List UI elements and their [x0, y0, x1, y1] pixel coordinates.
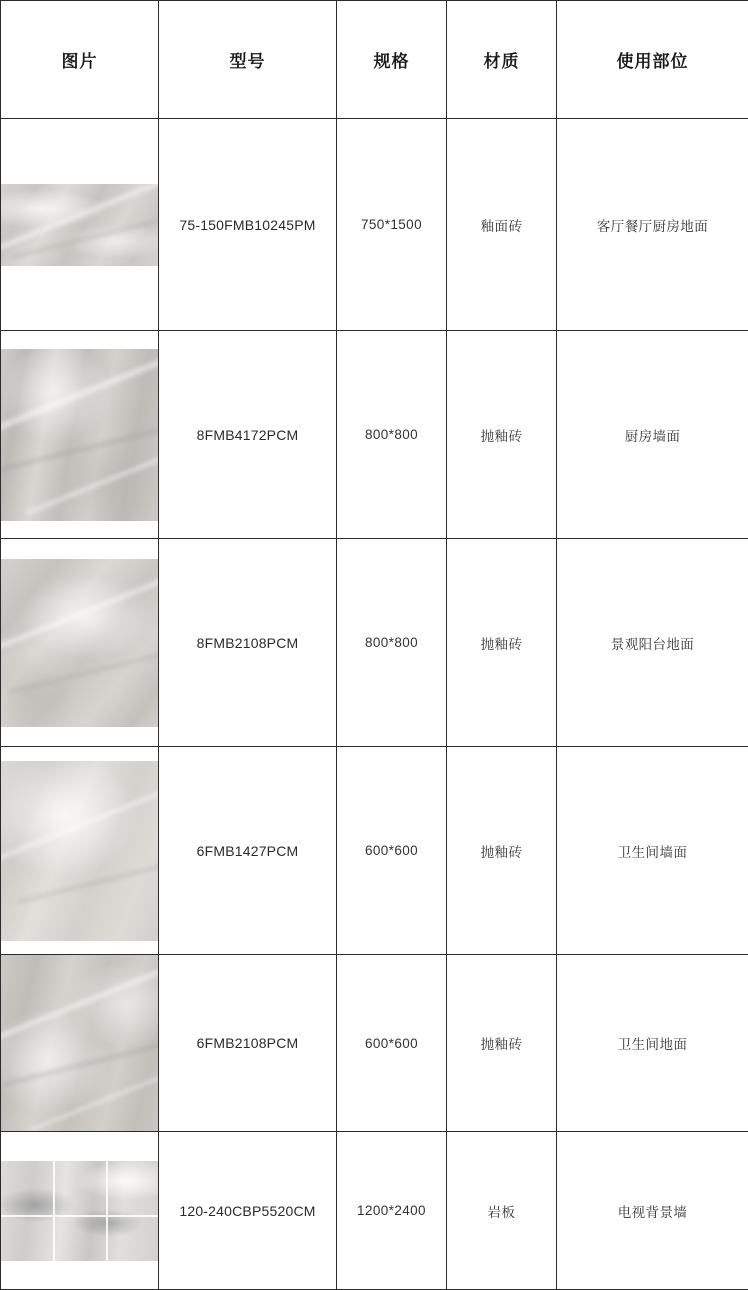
column-header-material: 材质 — [447, 1, 557, 119]
tile-model: 6FMB1427PCM — [159, 747, 337, 955]
column-header-model: 型号 — [159, 1, 337, 119]
tile-usage: 卫生间墙面 — [557, 747, 748, 955]
tile-size: 1200*2400 — [337, 1132, 447, 1290]
table-body — [1, 119, 748, 1290]
tile-usage: 电视背景墙 — [557, 1132, 748, 1290]
column-header-image: 图片 — [1, 1, 159, 119]
tile-size: 800*800 — [337, 331, 447, 539]
table-header — [1, 1, 748, 119]
tile-swatch-image — [1, 184, 158, 266]
tile-material: 抛釉砖 — [447, 747, 557, 955]
tile-swatch-image — [1, 559, 158, 727]
tile-size: 600*600 — [337, 747, 447, 955]
table-row — [1, 539, 748, 747]
tile-usage: 景观阳台地面 — [557, 539, 748, 747]
tile-material: 釉面砖 — [447, 119, 557, 331]
tile-model: 8FMB4172PCM — [159, 331, 337, 539]
tile-model: 6FMB2108PCM — [159, 955, 337, 1132]
tile-material: 抛釉砖 — [447, 331, 557, 539]
table-row — [1, 1132, 748, 1290]
tile-material: 抛釉砖 — [447, 539, 557, 747]
tile-image-cell — [1, 331, 159, 539]
header-row — [1, 1, 748, 119]
tile-image-cell — [1, 747, 159, 955]
tile-size: 600*600 — [337, 955, 447, 1132]
slab-swatch-image — [1, 1161, 158, 1261]
tile-swatch-image — [1, 761, 158, 941]
tile-image-cell — [1, 1132, 159, 1290]
tile-image-cell — [1, 119, 159, 331]
tile-swatch-image — [1, 955, 158, 1131]
tile-size: 800*800 — [337, 539, 447, 747]
tile-model: 75-150FMB10245PM — [159, 119, 337, 331]
tile-model: 8FMB2108PCM — [159, 539, 337, 747]
column-header-usage: 使用部位 — [557, 1, 748, 119]
tile-image-cell — [1, 539, 159, 747]
tile-usage: 客厅餐厅厨房地面 — [557, 119, 748, 331]
tile-image-cell — [1, 955, 159, 1132]
table-row — [1, 955, 748, 1132]
tile-swatch-image — [1, 349, 158, 521]
column-header-size: 规格 — [337, 1, 447, 119]
table-row — [1, 747, 748, 955]
tile-usage: 卫生间地面 — [557, 955, 748, 1132]
table-row — [1, 331, 748, 539]
tile-size: 750*1500 — [337, 119, 447, 331]
tile-material: 岩板 — [447, 1132, 557, 1290]
tile-usage: 厨房墙面 — [557, 331, 748, 539]
table-row — [1, 119, 748, 331]
tile-model: 120-240CBP5520CM — [159, 1132, 337, 1290]
tile-material: 抛釉砖 — [447, 955, 557, 1132]
